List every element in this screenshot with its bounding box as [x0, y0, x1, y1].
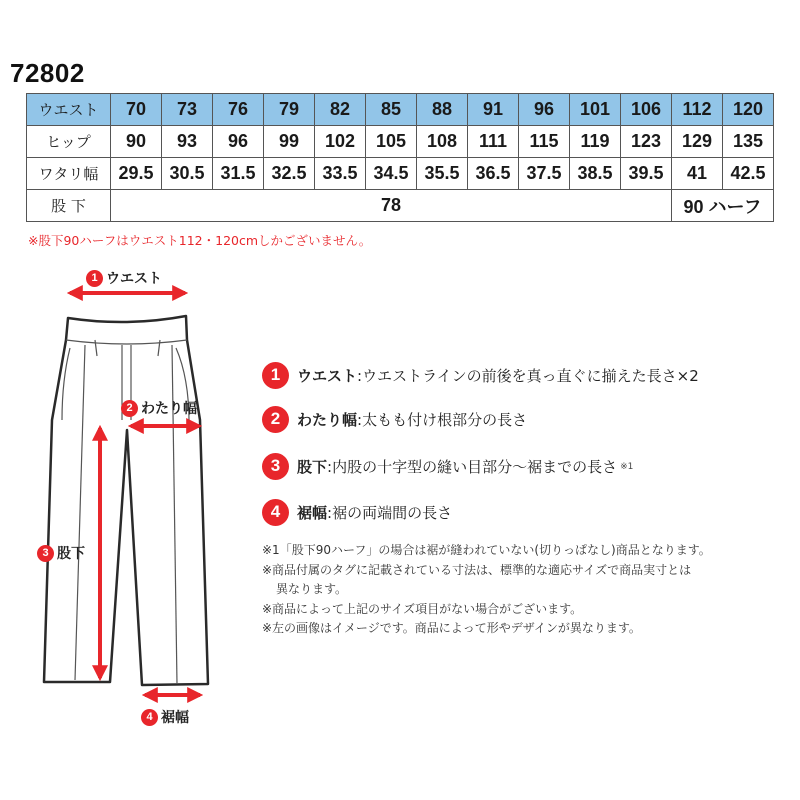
thigh-cell: 37.5: [519, 158, 570, 190]
note-line: 異なります。: [276, 582, 348, 596]
inseam-half-cell: 90 ハーフ: [672, 190, 774, 222]
diagram-label-thigh: [121, 398, 197, 418]
diagram-label-inseam: [37, 543, 85, 563]
hip-cell: 102: [315, 126, 366, 158]
note-line: ※商品付属のタグに記載されている寸法は、標準的な適応サイズで商品実寸とは: [262, 562, 692, 577]
thigh-cell: 35.5: [417, 158, 468, 190]
half-length-note: ※股下90ハーフはウエスト112・120cmしかございません。: [28, 233, 372, 248]
row-header-thigh: ワタリ幅: [27, 158, 111, 190]
hip-cell: 105: [366, 126, 417, 158]
row-header-inseam: 股 下: [27, 190, 111, 222]
thigh-cell: 34.5: [366, 158, 417, 190]
hip-cell: 99: [264, 126, 315, 158]
waist-cell: 120: [723, 94, 774, 126]
row-header-hip: ヒップ: [27, 126, 111, 158]
hip-cell: 135: [723, 126, 774, 158]
waist-cell: 85: [366, 94, 417, 126]
waist-cell: 106: [621, 94, 672, 126]
waist-cell: 73: [162, 94, 213, 126]
waist-cell: 76: [213, 94, 264, 126]
footnote-mark: ※1: [620, 462, 634, 472]
note-line: ※1「股下90ハーフ」の場合は裾が縫われていない(切りっぱなし)商品となります。: [262, 543, 711, 557]
thigh-cell: 38.5: [570, 158, 621, 190]
item-desc: :太もも付け根部分の長さ: [357, 410, 528, 429]
model-number: 72802: [10, 58, 85, 88]
diagram-label-hem: [141, 707, 189, 727]
thigh-cell: 41: [672, 158, 723, 190]
hip-cell: 123: [621, 126, 672, 158]
item-name: 股下: [297, 457, 328, 476]
thigh-cell: 30.5: [162, 158, 213, 190]
label-text: ウエスト: [106, 271, 162, 287]
waist-cell: 88: [417, 94, 468, 126]
hip-cell: 129: [672, 126, 723, 158]
waist-cell: 101: [570, 94, 621, 126]
legend-item-inseam: [262, 451, 633, 481]
legend-item-hem: [262, 497, 452, 527]
thigh-cell: 29.5: [111, 158, 162, 190]
item-desc: :ウエストラインの前後を真っ直ぐに揃えた長さ×2: [357, 366, 699, 385]
waist-cell: 70: [111, 94, 162, 126]
thigh-cell: 31.5: [213, 158, 264, 190]
row-header-waist: ウエスト: [27, 94, 111, 126]
inseam-main-cell: 78: [111, 190, 672, 222]
hip-cell: 96: [213, 126, 264, 158]
thigh-cell: 42.5: [723, 158, 774, 190]
badge-4: 4: [141, 709, 158, 726]
hip-cell: 108: [417, 126, 468, 158]
label-text: 裾幅: [161, 710, 189, 726]
badge-3: 3: [37, 545, 54, 562]
item-name: わたり幅: [297, 410, 358, 429]
waist-cell: 112: [672, 94, 723, 126]
number-badge: 4: [262, 499, 289, 526]
hip-cell: 93: [162, 126, 213, 158]
hip-cell: 119: [570, 126, 621, 158]
item-desc: :裾の両端間の長さ: [327, 503, 453, 522]
waist-cell: 96: [519, 94, 570, 126]
waist-cell: 82: [315, 94, 366, 126]
item-desc: :内股の十字型の縫い目部分〜裾までの長さ: [327, 457, 618, 476]
waist-cell: 91: [468, 94, 519, 126]
badge-2: 2: [121, 400, 138, 417]
hip-cell: 115: [519, 126, 570, 158]
hip-cell: 111: [468, 126, 519, 158]
hip-cell: 90: [111, 126, 162, 158]
thigh-cell: 32.5: [264, 158, 315, 190]
note-line: ※左の画像はイメージです。商品によって形やデザインが異なります。: [262, 621, 641, 635]
legend-item-waist: [262, 360, 699, 390]
number-badge: 1: [262, 362, 289, 389]
item-name: 裾幅: [297, 503, 328, 522]
number-badge: 3: [262, 453, 289, 480]
badge-1: 1: [86, 270, 103, 287]
item-name: ウエスト: [297, 366, 358, 385]
notes-block: [262, 541, 782, 639]
thigh-cell: 39.5: [621, 158, 672, 190]
legend-item-thigh: [262, 404, 527, 434]
diagram-label-waist: [86, 268, 162, 288]
thigh-cell: 36.5: [468, 158, 519, 190]
number-badge: 2: [262, 406, 289, 433]
waist-cell: 79: [264, 94, 315, 126]
note-line: ※商品によって上記のサイズ項目がない場合がございます。: [262, 601, 583, 616]
label-text: わたり幅: [141, 401, 197, 417]
label-text: 股下: [57, 546, 85, 562]
thigh-cell: 33.5: [315, 158, 366, 190]
